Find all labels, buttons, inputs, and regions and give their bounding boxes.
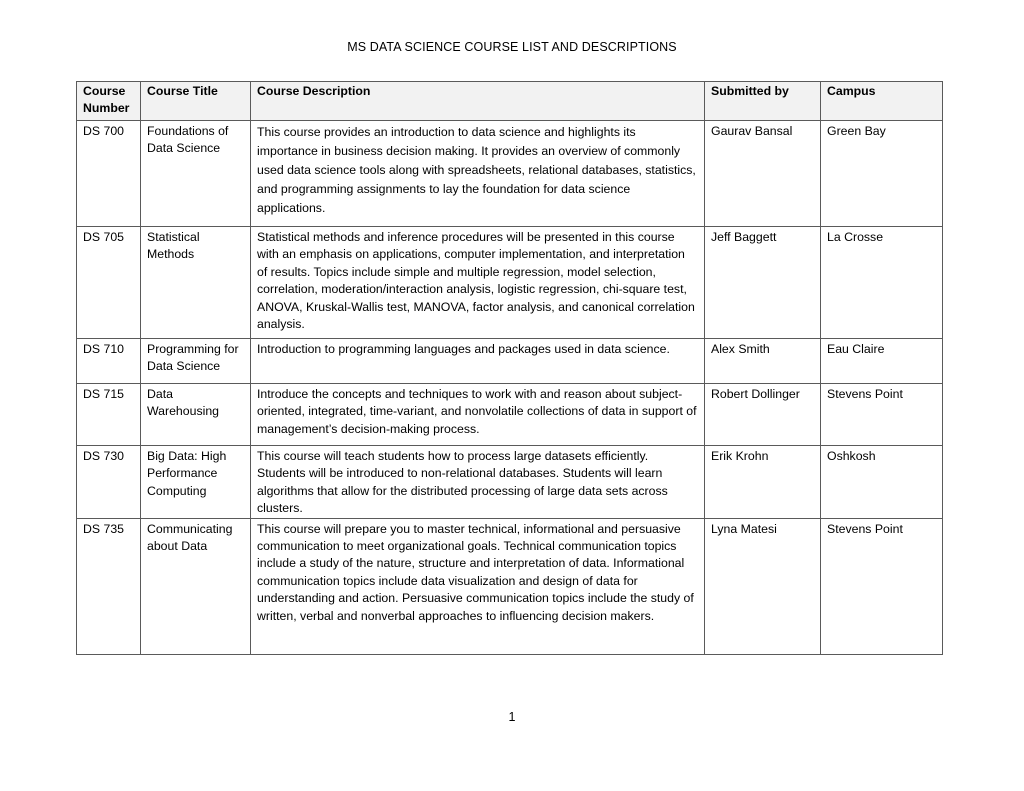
course-description: Introduction to programming languages and packages used in data science. [251,339,705,384]
campus: La Crosse [821,227,943,339]
campus: Stevens Point [821,384,943,446]
campus: Oshkosh [821,446,943,519]
course-description: Introduce the concepts and techniques to work with and reason about subject-oriented, integrated, time-variant, and nonvolatile collections of data in support of management’s decision-making process. [251,384,705,446]
header-course-description: Course Description [251,82,705,121]
submitted-by: Alex Smith [705,339,821,384]
header-course-title: Course Title [141,82,251,121]
campus: Stevens Point [821,518,943,654]
submitted-by: Jeff Baggett [705,227,821,339]
header-submitted-by: Submitted by [705,82,821,121]
table-row [77,339,943,384]
course-number: DS 705 [77,227,141,339]
course-table [76,81,943,655]
course-title: Data Warehousing [141,384,251,446]
course-title: Programming for Data Science [141,339,251,384]
table-header-row [77,82,943,121]
course-description: This course will teach students how to process large datasets efficiently. Students will be introduced to non-relational databases. Students will learn algorithms that allow for the distributed processing of large data sets across clusters. [251,446,705,519]
page-number: 1 [508,710,516,724]
table-row [77,518,943,654]
course-number: DS 715 [77,384,141,446]
table-row [77,384,943,446]
campus: Eau Claire [821,339,943,384]
course-number: DS 735 [77,518,141,654]
submitted-by: Lyna Matesi [705,518,821,654]
campus: Green Bay [821,121,943,227]
header-course-number: Course Number [77,82,141,121]
submitted-by: Gaurav Bansal [705,121,821,227]
table-row [77,446,943,519]
table-row [77,121,943,227]
submitted-by: Erik Krohn [705,446,821,519]
table-row [77,227,943,339]
course-title: Foundations of Data Science [141,121,251,227]
course-description: Statistical methods and inference procedures will be presented in this course with an emphasis on applications, computer implementation, and interpretation of results. Topics include simple and multiple regression, model selection, correlation, moderation/interaction analysis, logistic regression, chi-square test, ANOVA, Kruskal-Wallis test, MANOVA, factor analysis, and canonical correlation analysis. [251,227,705,339]
course-description: This course will prepare you to master technical, informational and persuasive communication to meet organizational goals. Technical communication topics include a study of the nature, structure and interpretation of data. Informational communication topics include data visualization and design of data for understanding and action. Persuasive communication topics include the study of written, verbal and nonverbal approaches to influencing decision makers. [251,518,705,654]
course-number: DS 710 [77,339,141,384]
header-campus: Campus [821,82,943,121]
course-title: Big Data: High Performance Computing [141,446,251,519]
course-title: Statistical Methods [141,227,251,339]
course-title: Communicating about Data [141,518,251,654]
submitted-by: Robert Dollinger [705,384,821,446]
course-description: This course provides an introduction to data science and highlights its importance in business decision making. It provides an overview of commonly used data science tools along with spreadsheets, relational databases, statistics, and programming assignments to lay the foundation for data science applications. [251,121,705,227]
course-number: DS 700 [77,121,141,227]
course-number: DS 730 [77,446,141,519]
page-title: MS DATA SCIENCE COURSE LIST AND DESCRIPTIONS [347,40,677,54]
